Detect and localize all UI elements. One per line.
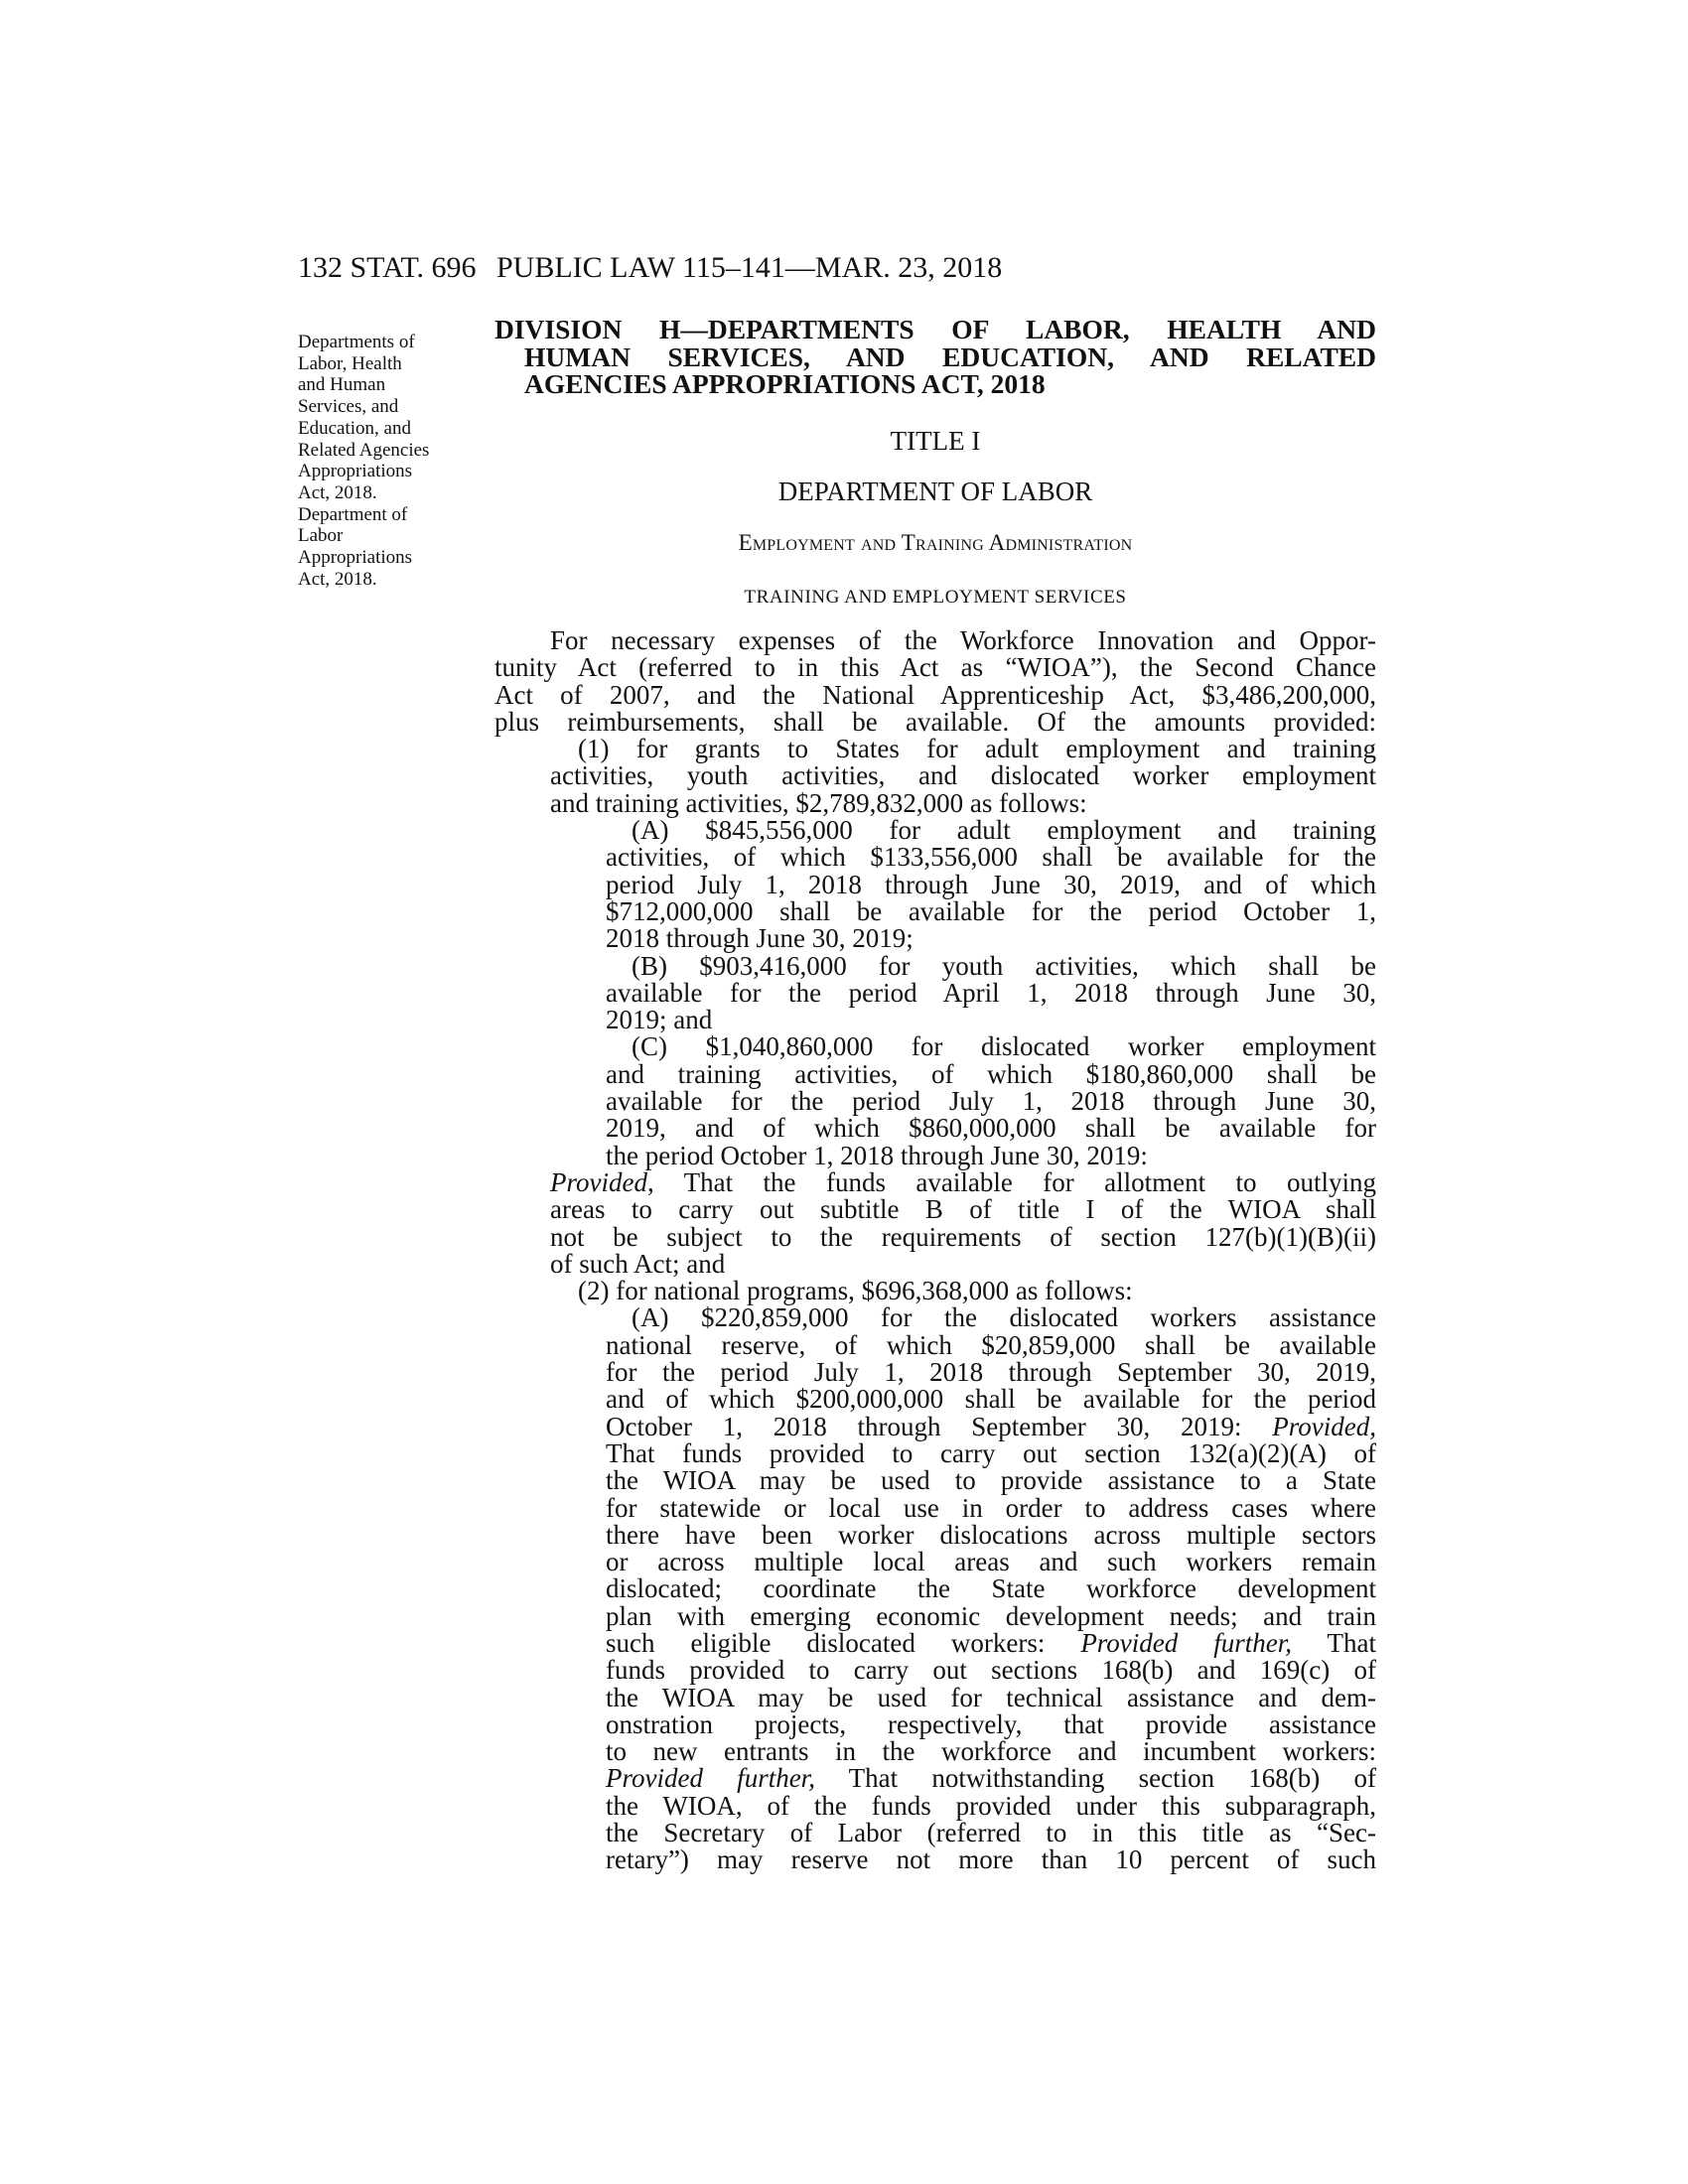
agency-heading: Employment and Training Administration (738, 530, 1133, 555)
body-text (494, 627, 1376, 1874)
body-line: 2019; and (606, 1005, 713, 1035)
body-line: activities, youth activities, and dislocated worker employment (550, 760, 1376, 791)
body-line: retary”) may reserve not more than 10 percent of such (606, 1844, 1376, 1875)
body-line: and training activities, of which $180,860,000 shall be (606, 1058, 1376, 1089)
proviso-italic: Provided further, (1080, 1627, 1293, 1658)
body-line: national reserve, of which $20,859,000 shall be available (606, 1329, 1376, 1360)
body-line: the period October 1, 2018 through June 30, 2019: (606, 1140, 1148, 1170)
margin-note-line: Labor (298, 525, 344, 547)
body-line: onstration projects, respectively, that provide assistance (606, 1708, 1376, 1739)
body-line: For necessary expenses of the Workforce Innovation and Oppor- (550, 625, 1376, 655)
body-line: Provided, That the funds available for allotment to outlying (550, 1166, 1376, 1197)
statute-page-number: 132 STAT. 696 (298, 251, 477, 284)
body-line: activities, of which $133,556,000 shall be available for the (606, 842, 1376, 873)
account-heading: TRAINING AND EMPLOYMENT SERVICES (744, 587, 1127, 608)
public-law-citation: PUBLIC LAW 115–141—MAR. 23, 2018 (496, 251, 1003, 284)
body-line: Act of 2007, and the National Apprenticeship Act, $3,486,200,000, (494, 679, 1376, 710)
body-line: (2) for national programs, $696,368,000 as follows: (578, 1276, 1133, 1306)
body-line: 2018 through June 30, 2019; (606, 923, 914, 954)
body-line: or across multiple local areas and such workers remain (606, 1547, 1376, 1577)
body-line: to new entrants in the workforce and incumbent workers: (606, 1736, 1376, 1767)
body-line: there have been worker dislocations across multiple sectors (606, 1519, 1376, 1550)
body-line: the WIOA, of the funds provided under this subparagraph, (606, 1790, 1376, 1821)
margin-note-line: Act, 2018. (298, 568, 377, 590)
body-line: available for the period July 1, 2018 through June 30, (606, 1086, 1376, 1117)
margin-note-line: Appropriations (298, 461, 413, 482)
division-heading (494, 316, 1376, 398)
margin-note-line: Departments of (298, 332, 415, 352)
body-line: funds provided to carry out sections 168(b) and 169(c) of (606, 1655, 1376, 1686)
body-line: dislocated; coordinate the State workforce development (606, 1573, 1376, 1604)
division-heading-line: DIVISION H—DEPARTMENTS OF LABOR, HEALTH AND (494, 314, 1376, 344)
body-line: available for the period April 1, 2018 through June 30, (606, 977, 1376, 1008)
body-line: Provided further, That notwithstanding section 168(b) of (606, 1763, 1376, 1794)
body-line: of such Act; and (550, 1248, 726, 1279)
page-header (298, 250, 1271, 286)
body-line: 2019, and of which $860,000,000 shall be available for (606, 1113, 1376, 1144)
margin-note-line: Services, and (298, 396, 399, 418)
body-line: period July 1, 2018 through June 30, 2019, and of which (606, 869, 1376, 899)
body-line: (1) for grants to States for adult employment and training (578, 734, 1376, 764)
body-line: the WIOA may be used for technical assistance and dem- (606, 1682, 1376, 1712)
body-line: (A) $220,859,000 for the dislocated workers assistance (632, 1302, 1376, 1333)
margin-note-line: Related Agencies (298, 439, 430, 461)
body-line: for statewide or local use in order to address cases where (606, 1492, 1376, 1523)
body-line: October 1, 2018 through September 30, 2019: Provided, (606, 1411, 1376, 1441)
margin-note-line: Department of (298, 503, 408, 525)
body-line: $712,000,000 shall be available for the period October 1, (606, 895, 1376, 926)
body-line: the WIOA may be used to provide assistance to a State (606, 1465, 1376, 1496)
body-line: tunity Act (referred to in this Act as “WIOA”), the Second Chance (494, 652, 1376, 683)
body-line: not be subject to the requirements of section 127(b)(1)(B)(ii) (550, 1221, 1376, 1252)
body-line: plus reimbursements, shall be available. Of the amounts provided: (494, 706, 1376, 737)
margin-notes (298, 332, 467, 590)
margin-note-line: Labor, Health (298, 352, 402, 374)
margin-note-line: and Human (298, 374, 386, 396)
proviso-italic: Provided further, (606, 1763, 815, 1794)
title-heading: TITLE I (890, 426, 981, 456)
body-line: plan with emerging economic development needs; and train (606, 1600, 1376, 1631)
proviso-italic: Provided (550, 1166, 647, 1197)
body-line: (B) $903,416,000 for youth activities, which shall be (632, 950, 1376, 981)
body-line: the Secretary of Labor (referred to in this title as “Sec- (606, 1818, 1376, 1848)
proviso-italic: Provided, (1272, 1411, 1376, 1441)
body-line: such eligible dislocated workers: Provided further, That (606, 1627, 1376, 1658)
body-line: (C) $1,040,860,000 for dislocated worker employment (632, 1031, 1376, 1062)
margin-note-line: Appropriations (298, 547, 413, 569)
margin-note-line: Act, 2018. (298, 481, 377, 503)
division-heading-line: AGENCIES APPROPRIATIONS ACT, 2018 (524, 368, 1046, 399)
body-line: for the period July 1, 2018 through September 30, 2019, (606, 1357, 1376, 1388)
department-heading: DEPARTMENT OF LABOR (777, 477, 1093, 506)
body-line: That funds provided to carry out section 132(a)(2)(A) of (606, 1437, 1376, 1468)
margin-note-line: Education, and (298, 417, 411, 439)
body-line: areas to carry out subtitle B of title I of the WIOA shall (550, 1194, 1376, 1225)
body-line: and of which $200,000,000 shall be available for the period (606, 1384, 1376, 1415)
body-line: and training activities, $2,789,832,000 as follows: (550, 787, 1087, 818)
division-heading-line: HUMAN SERVICES, AND EDUCATION, AND RELATED (524, 341, 1376, 372)
body-line: (A) $845,556,000 for adult employment and training (632, 815, 1376, 846)
